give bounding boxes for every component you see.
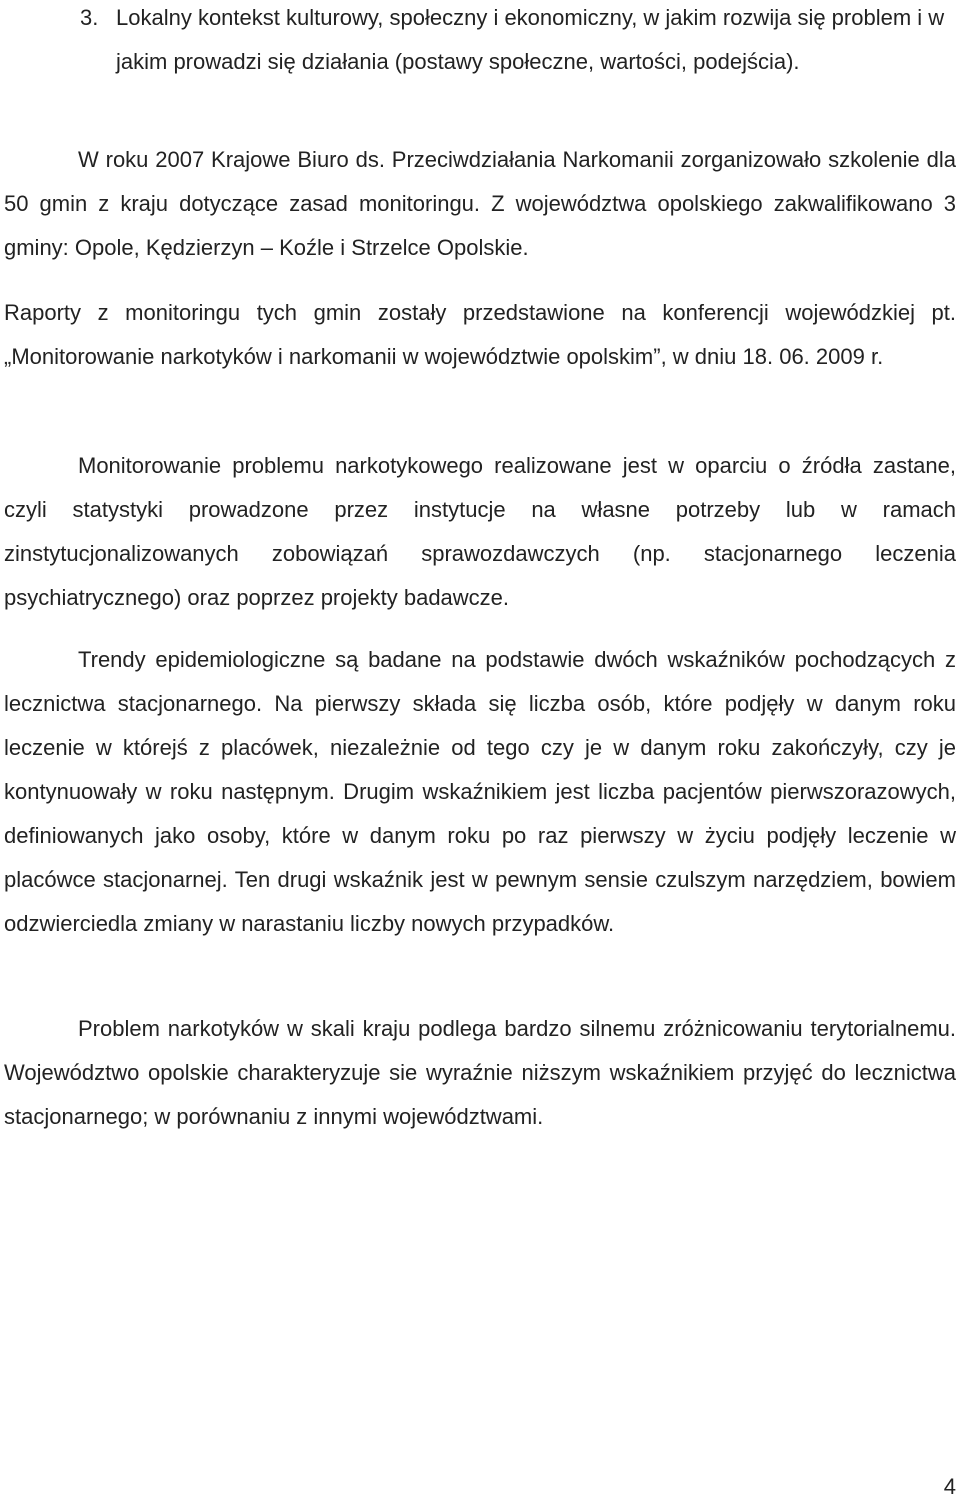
section-number: 3. [80, 5, 99, 30]
section-title: Lokalny kontekst kulturowy, społeczny i ekonomiczny, w jakim rozwija się problem i w jakim prowadzi się działania (postawy społeczne, wartości, podejścia). [116, 5, 945, 74]
paragraph-monitorowanie: Monitorowanie problemu narkotykowego realizowane jest w oparciu o źródła zastane, czyli statystyki prowadzone przez instytucje na własne potrzeby lub w ramach zinstytucjonalizowanych zobowiązań sprawozdawczych (np. stacjonarnego leczenia psychiatrycznego) oraz poprzez projekty badawcze. [4, 453, 956, 610]
section-heading [4, 0, 956, 84]
paragraph-trendy: Trendy epidemiologiczne są badane na podstawie dwóch wskaźników pochodzących z lecznictwa stacjonarnego. Na pierwszy składa się liczba osób, które podjęły w danym roku leczenie w którejś z placówek, niezależnie od tego czy je w danym roku zakończyły, czy je kontynuowały w roku następnym. Drugim wskaźnikiem jest liczba pacjentów pierwszorazowych, definiowanych jako osoby, które w danym roku po raz pierwszy w życiu podjęły leczenie w placówce stacjonarnej. Ten drugi wskaźnik jest w pewnym sensie czulszym narzędziem, bowiem odzwierciedla zmiany w narastaniu liczby nowych przypadków. [4, 647, 956, 936]
paragraph-intro: W roku 2007 Krajowe Biuro ds. Przeciwdziałania Narkomanii zorganizowało szkolenie dla 50 gmin z kraju dotyczące zasad monitoringu. Z województwa opolskiego zakwalifikowano 3 gminy: Opole, Kędzierzyn – Koźle i Strzelce Opolskie. [4, 147, 956, 260]
paragraph-raporty: Raporty z monitoringu tych gmin zostały przedstawione na konferencji wojewódzkiej pt. „Monitorowanie narkotyków i narkomanii w województwie opolskim”, w dniu 18. 06. 2009 r. [4, 300, 956, 369]
paragraph-problem: Problem narkotyków w skali kraju podlega bardzo silnemu zróżnicowaniu terytorialnemu. Województwo opolskie charakteryzuje sie wyraźnie niższym wskaźnikiem przyjęć do lecznictwa stacjonarnego; w porównaniu z innymi województwami. [4, 1016, 956, 1129]
page-number: 4 [943, 1474, 956, 1499]
